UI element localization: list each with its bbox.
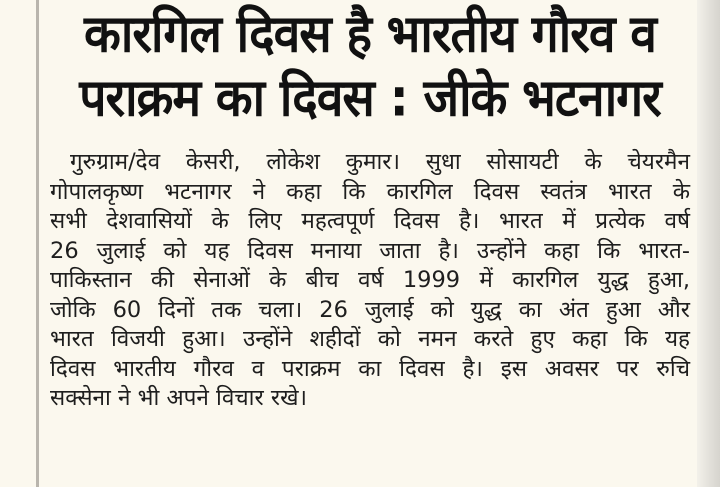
news-article: [50, 2, 690, 484]
body-line-5: पाकिस्तान की सेनाओं के बीच वर्ष 1999 में कारगिल युद्ध हुआ,: [50, 267, 690, 293]
body-line-8: दिवस भारतीय गौरव व पराक्रम का दिवस है। इस अवसर पर रुचि: [50, 355, 690, 382]
body-line-2: गोपालकृष्ण भटनागर ने कहा कि कारगिल दिवस स्वतंत्र भारत के: [50, 178, 690, 205]
article-body: [50, 130, 690, 414]
article-headline: [50, 2, 690, 130]
headline-line-1: कारगिल दिवस है भारतीय गौरव व: [84, 3, 656, 65]
headline-line-2: पराक्रम का दिवस : जीके भटनागर: [79, 67, 661, 129]
page-edge-shadow: [697, 0, 720, 487]
body-line-4: 26 जुलाई को यह दिवस मनाया जाता है। उन्होंने कहा कि भारत-: [50, 237, 690, 264]
body-line-3: सभी देशवासियों के लिए महत्वपूर्ण दिवस है। भारत में प्रत्येक वर्ष: [50, 208, 690, 234]
body-line-9: सक्सेना ने भी अपने विचार रखे।: [50, 385, 308, 411]
column-divider: [36, 0, 39, 487]
body-line-7: भारत विजयी हुआ। उन्होंने शहीदों को नमन करते हुए कहा कि यह: [50, 326, 690, 352]
body-line-1: गुरुग्राम/देव केसरी, लोकेश कुमार। सुधा सोसायटी के चेयरमैन: [70, 149, 690, 175]
body-line-6: जोकि 60 दिनों तक चला। 26 जुलाई को युद्ध का अंत हुआ और: [50, 296, 690, 323]
